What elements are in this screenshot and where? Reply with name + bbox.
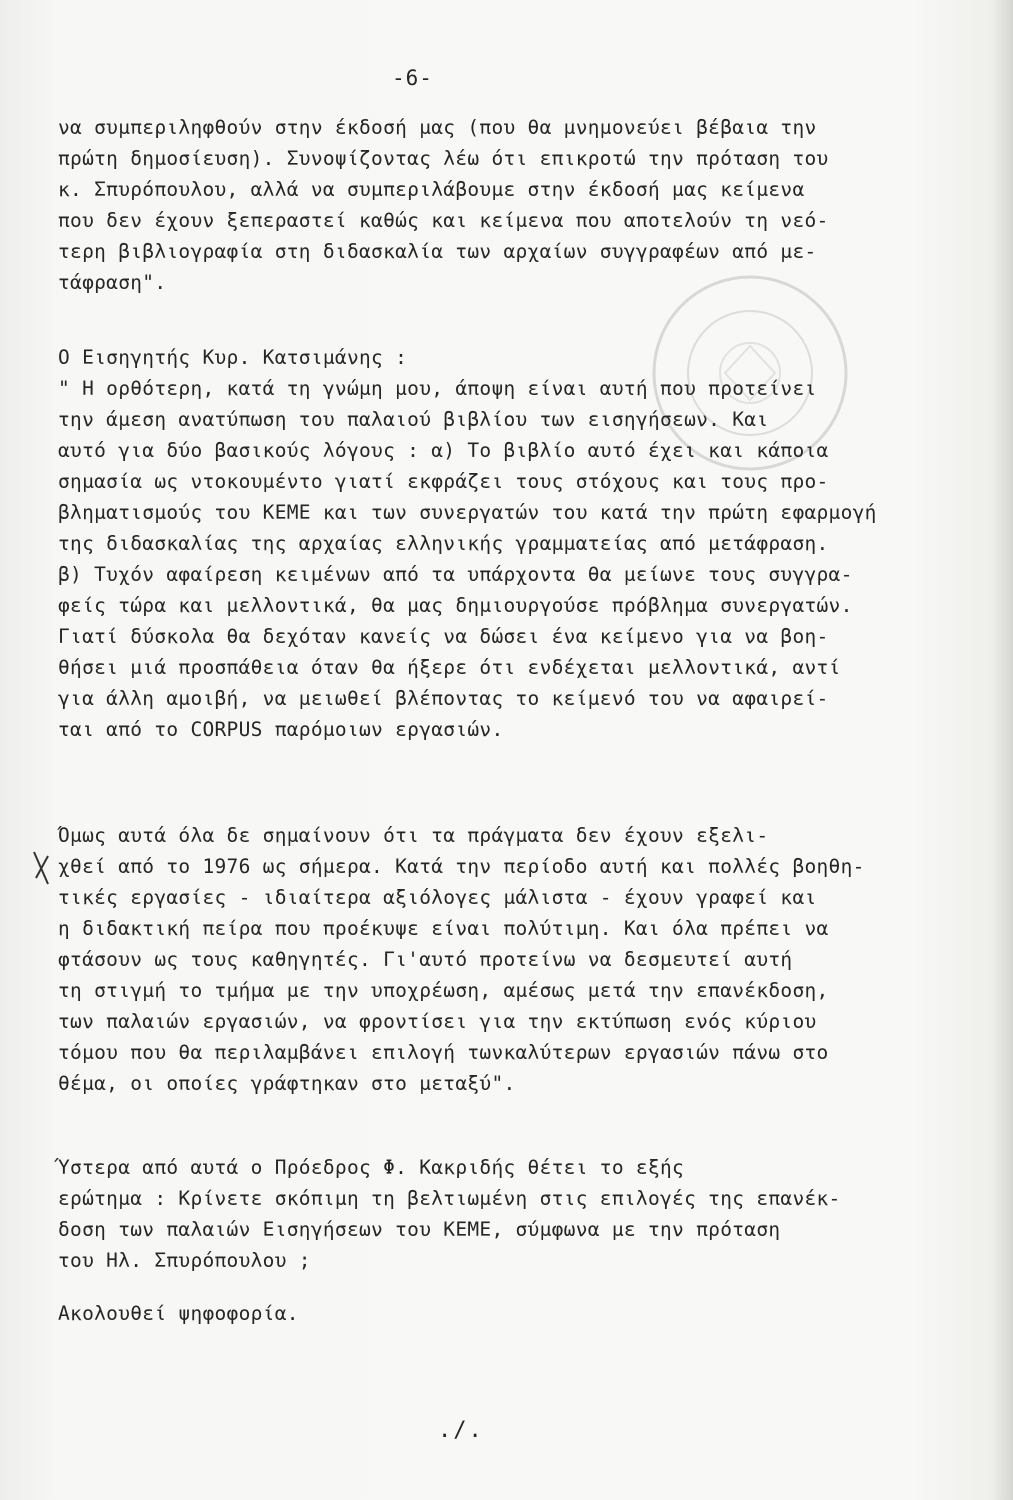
- text-line: τόμου που θα περιλαμβάνει επιλογή τωνκαλύτερων εργασιών πάνω στο: [58, 1041, 829, 1064]
- text-line: ερώτημα : Κρίνετε σκόπιμη τη βελτιωμένη στις επιλογές της επανέκ-: [58, 1187, 841, 1210]
- text-line: Ακολουθεί ψηφοφορία.: [58, 1302, 299, 1325]
- text-line: των παλαιών εργασιών, να φροντίσει για την εκτύπωση ενός κύριου: [58, 1010, 817, 1033]
- text-line: η διδακτική πείρα που προέκυψε είναι πολύτιμη. Και όλα πρέπει να: [58, 917, 829, 940]
- text-line: για άλλη αμοιβή, να μειωθεί βλέποντας το κείμενό του να αφαιρεί-: [58, 687, 829, 710]
- text-line: του Ηλ. Σπυρόπουλου ;: [58, 1249, 311, 1272]
- text-line: τη στιγμή το τμήμα με την υποχρέωση, αμέσως μετά την επανέκδοση,: [58, 979, 829, 1002]
- paragraph-3: [58, 820, 958, 1099]
- text-line: Γιατί δύσκολα θα δεχόταν κανείς να δώσει ένα κείμενο για να βοη-: [58, 625, 829, 648]
- continuation-mark: ./.: [438, 1418, 484, 1443]
- text-line: β) Τυχόν αφαίρεση κειμένων από τα υπάρχοντα θα μείωνε τους συγγρα-: [58, 563, 853, 586]
- handwritten-margin-mark: [28, 848, 58, 888]
- text-line: Όμως αυτά όλα δε σημαίνουν ότι τα πράγματα δεν έχουν εξελι-: [58, 824, 769, 847]
- text-line: τάφραση".: [58, 271, 167, 294]
- text-line: χθεί από το 1976 ως σήμερα. Κατά την περίοδο αυτή και πολλές βοηθη-: [58, 855, 865, 878]
- text-line: που δεν έχουν ξεπεραστεί καθώς και κείμενα που αποτελούν τη νεό-: [58, 209, 829, 232]
- text-line: να συμπεριληφθούν στην έκδοσή μας (που θα μνημονεύει βέβαια την: [58, 116, 817, 139]
- paragraph-2: [58, 342, 958, 745]
- text-line: φτάσουν ως τους καθηγητές. Γι'αυτό προτείνω να δεσμευτεί αυτή: [58, 948, 793, 971]
- text-line: πρώτη δημοσίευση). Συνοψίζοντας λέω ότι επικροτώ την πρόταση του: [58, 147, 829, 170]
- text-line: Ύστερα από αυτά ο Πρόεδρος Φ. Κακριδής θέτει το εξής: [58, 1156, 685, 1179]
- paragraph-4: [58, 1152, 958, 1276]
- text-line: αυτό για δύο βασικούς λόγους : α) Το βιβλίο αυτό έχει και κάποια: [58, 439, 829, 462]
- text-line: την άμεση ανατύπωση του παλαιού βιβλίου των εισηγήσεων. Και: [58, 408, 769, 431]
- text-line: τικές εργασίες - ιδιαίτερα αξιόλογες μάλιστα - έχουν γραφεί και: [58, 886, 817, 909]
- text-line: Ο Εισηγητής Κυρ. Κατσιμάνης :: [58, 346, 408, 369]
- text-line: δοση των παλαιών Εισηγήσεων του ΚΕΜΕ, σύμφωνα με την πρόταση: [58, 1218, 781, 1241]
- page-edge-shadow: [991, 0, 1013, 1500]
- text-line: κ. Σπυρόπουλου, αλλά να συμπεριλάβουμε στην έκδοσή μας κείμενα: [58, 178, 805, 201]
- text-line: βληματισμούς του ΚΕΜΕ και των συνεργατών του κατά την πρώτη εφαρμογή: [58, 501, 877, 524]
- paragraph-1: [58, 112, 958, 298]
- text-line: της διδασκαλίας της αρχαίας ελληνικής γραμματείας από μετάφραση.: [58, 532, 829, 555]
- page-number: -6-: [392, 66, 433, 90]
- paragraph-5: [58, 1298, 958, 1329]
- text-line: ται από το CORPUS παρόμοιων εργασιών.: [58, 718, 504, 741]
- text-line: φείς τώρα και μελλοντικά, θα μας δημιουργούσε πρόβλημα συνεργατών.: [58, 594, 853, 617]
- text-line: σημασία ως ντοκουμέντο γιατί εκφράζει τους στόχους και τους προ-: [58, 470, 829, 493]
- text-line: " Η ορθότερη, κατά τη γνώμη μου, άποψη είναι αυτή που προτείνει: [58, 377, 817, 400]
- text-line: τερη βιβλιογραφία στη διδασκαλία των αρχαίων συγγραφέων από με-: [58, 240, 817, 263]
- text-line: θήσει μιά προσπάθεια όταν θα ήξερε ότι ενδέχεται μελλοντικά, αντί: [58, 656, 841, 679]
- text-line: θέμα, οι οποίες γράφτηκαν στο μεταξύ".: [58, 1072, 516, 1095]
